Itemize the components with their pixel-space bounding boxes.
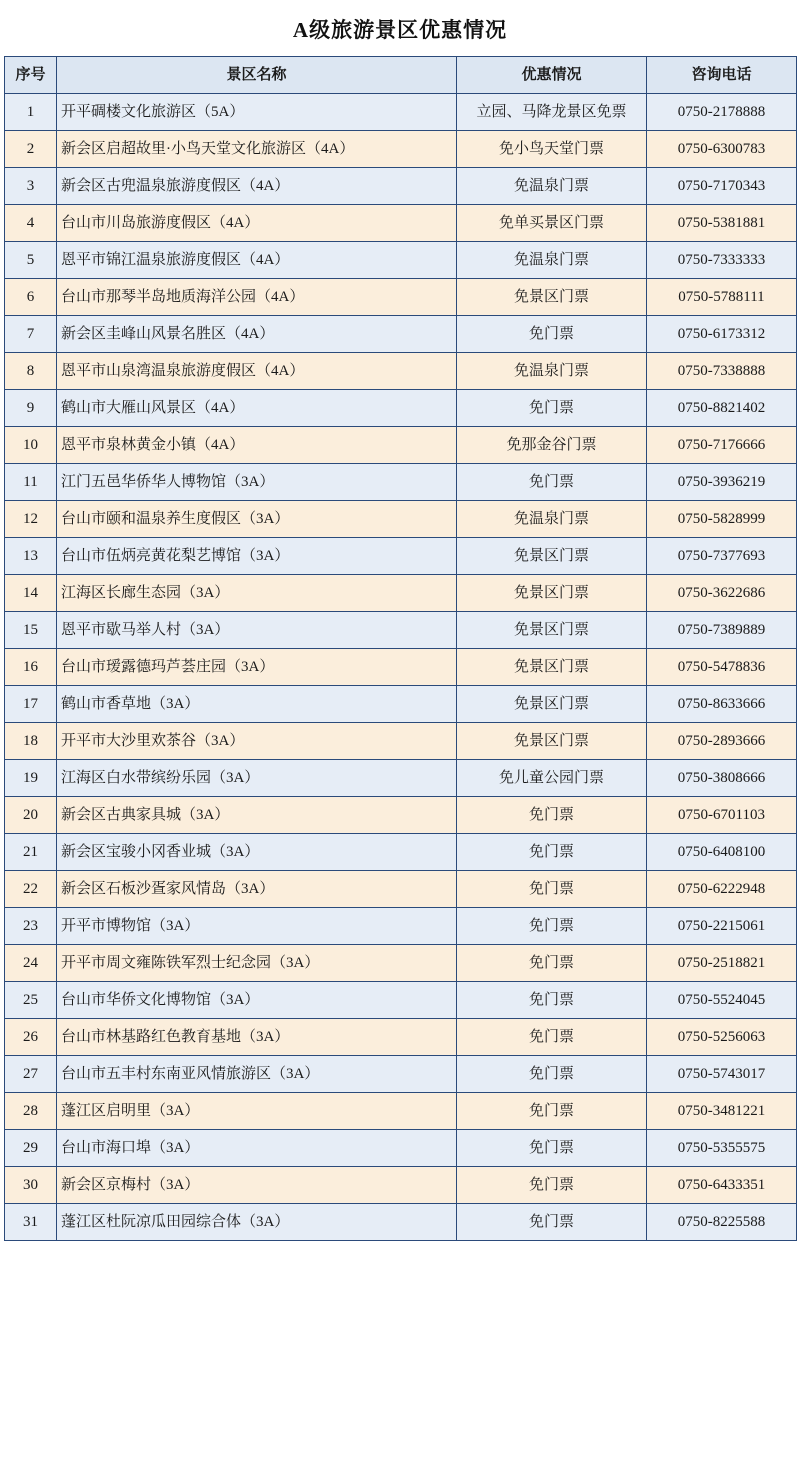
cell-index: 25 [5,982,57,1019]
cell-phone: 0750-5828999 [647,501,797,538]
cell-offer: 免门票 [457,316,647,353]
cell-offer: 免景区门票 [457,612,647,649]
cell-phone: 0750-6173312 [647,316,797,353]
cell-name: 恩平市锦江温泉旅游度假区（4A） [57,242,457,279]
cell-name: 台山市那琴半岛地质海洋公园（4A） [57,279,457,316]
cell-index: 31 [5,1204,57,1241]
cell-name: 恩平市泉林黄金小镇（4A） [57,427,457,464]
cell-phone: 0750-5256063 [647,1019,797,1056]
table-row [5,205,797,242]
cell-name: 新会区启超故里·小鸟天堂文化旅游区（4A） [57,131,457,168]
cell-phone: 0750-6433351 [647,1167,797,1204]
cell-index: 14 [5,575,57,612]
cell-offer: 免门票 [457,464,647,501]
cell-index: 27 [5,1056,57,1093]
table-row [5,1093,797,1130]
cell-offer: 免景区门票 [457,649,647,686]
cell-index: 19 [5,760,57,797]
cell-index: 30 [5,1167,57,1204]
cell-index: 10 [5,427,57,464]
cell-phone: 0750-5788111 [647,279,797,316]
cell-phone: 0750-8225588 [647,1204,797,1241]
cell-phone: 0750-6222948 [647,871,797,908]
cell-index: 26 [5,1019,57,1056]
cell-name: 新会区石板沙疍家风情岛（3A） [57,871,457,908]
cell-offer: 免那金谷门票 [457,427,647,464]
cell-index: 28 [5,1093,57,1130]
cell-name: 新会区宝骏小冈香业城（3A） [57,834,457,871]
table-row [5,279,797,316]
cell-name: 开平碉楼文化旅游区（5A） [57,94,457,131]
cell-index: 16 [5,649,57,686]
cell-name: 台山市林基路红色教育基地（3A） [57,1019,457,1056]
cell-offer: 立园、马降龙景区免票 [457,94,647,131]
cell-name: 蓬江区杜阮凉瓜田园综合体（3A） [57,1204,457,1241]
cell-index: 15 [5,612,57,649]
cell-offer: 免温泉门票 [457,168,647,205]
cell-phone: 0750-7389889 [647,612,797,649]
cell-index: 6 [5,279,57,316]
cell-index: 13 [5,538,57,575]
table-row [5,1167,797,1204]
cell-offer: 免门票 [457,1130,647,1167]
cell-index: 2 [5,131,57,168]
cell-offer: 免温泉门票 [457,501,647,538]
cell-offer: 免景区门票 [457,538,647,575]
cell-index: 1 [5,94,57,131]
table-header [5,57,797,94]
table-row [5,501,797,538]
cell-name: 开平市博物馆（3A） [57,908,457,945]
cell-offer: 免门票 [457,1167,647,1204]
cell-phone: 0750-7170343 [647,168,797,205]
cell-offer: 免门票 [457,1204,647,1241]
cell-name: 开平市周文雍陈铁军烈士纪念园（3A） [57,945,457,982]
cell-name: 恩平市歇马举人村（3A） [57,612,457,649]
cell-phone: 0750-3808666 [647,760,797,797]
table-row [5,242,797,279]
table-row [5,427,797,464]
cell-name: 新会区古兜温泉旅游度假区（4A） [57,168,457,205]
cell-offer: 免门票 [457,797,647,834]
cell-phone: 0750-7176666 [647,427,797,464]
cell-index: 8 [5,353,57,390]
cell-phone: 0750-7377693 [647,538,797,575]
page-title: A级旅游景区优惠情况 [292,18,508,42]
cell-offer: 免景区门票 [457,279,647,316]
table-row [5,1056,797,1093]
cell-phone: 0750-8821402 [647,390,797,427]
cell-name: 鹤山市大雁山风景区（4A） [57,390,457,427]
cell-phone: 0750-6701103 [647,797,797,834]
cell-offer: 免门票 [457,390,647,427]
table-row [5,575,797,612]
cell-name: 新会区圭峰山风景名胜区（4A） [57,316,457,353]
table-header-row [5,57,797,94]
cell-index: 7 [5,316,57,353]
cell-name: 台山市伍炳亮黄花梨艺博馆（3A） [57,538,457,575]
cell-phone: 0750-2518821 [647,945,797,982]
cell-phone: 0750-2893666 [647,723,797,760]
cell-phone: 0750-5524045 [647,982,797,1019]
cell-name: 江海区白水带缤纷乐园（3A） [57,760,457,797]
cell-offer: 免温泉门票 [457,353,647,390]
table-row [5,612,797,649]
table-row [5,94,797,131]
cell-name: 台山市华侨文化博物馆（3A） [57,982,457,1019]
cell-offer: 免景区门票 [457,575,647,612]
cell-phone: 0750-2215061 [647,908,797,945]
cell-index: 18 [5,723,57,760]
cell-offer: 免门票 [457,908,647,945]
cell-name: 江门五邑华侨华人博物馆（3A） [57,464,457,501]
cell-name: 开平市大沙里欢茶谷（3A） [57,723,457,760]
table-body [5,94,797,1241]
table-row [5,168,797,205]
cell-index: 3 [5,168,57,205]
cell-name: 恩平市山泉湾温泉旅游度假区（4A） [57,353,457,390]
cell-offer: 免门票 [457,1019,647,1056]
cell-phone: 0750-5743017 [647,1056,797,1093]
cell-offer: 免门票 [457,1093,647,1130]
table-row [5,982,797,1019]
cell-name: 江海区长廊生态园（3A） [57,575,457,612]
table-row [5,760,797,797]
cell-phone: 0750-2178888 [647,94,797,131]
cell-index: 12 [5,501,57,538]
cell-offer: 免景区门票 [457,723,647,760]
table-row [5,723,797,760]
cell-phone: 0750-5381881 [647,205,797,242]
column-header-name: 景区名称 [57,57,457,94]
cell-offer: 免温泉门票 [457,242,647,279]
cell-offer: 免景区门票 [457,686,647,723]
cell-phone: 0750-6300783 [647,131,797,168]
table-row [5,945,797,982]
cell-index: 24 [5,945,57,982]
cell-phone: 0750-7338888 [647,353,797,390]
cell-index: 11 [5,464,57,501]
cell-name: 台山市五丰村东南亚风情旅游区（3A） [57,1056,457,1093]
cell-phone: 0750-5478836 [647,649,797,686]
table-row [5,464,797,501]
cell-offer: 免门票 [457,982,647,1019]
cell-index: 17 [5,686,57,723]
cell-name: 新会区古典家具城（3A） [57,797,457,834]
column-header-phone: 咨询电话 [647,57,797,94]
cell-index: 21 [5,834,57,871]
cell-name: 鹤山市香草地（3A） [57,686,457,723]
cell-index: 23 [5,908,57,945]
cell-index: 20 [5,797,57,834]
cell-phone: 0750-8633666 [647,686,797,723]
table-row [5,538,797,575]
cell-offer: 免门票 [457,1056,647,1093]
cell-index: 4 [5,205,57,242]
cell-offer: 免门票 [457,834,647,871]
table-row [5,131,797,168]
cell-phone: 0750-3481221 [647,1093,797,1130]
table-row [5,834,797,871]
cell-offer: 免儿童公园门票 [457,760,647,797]
cell-phone: 0750-5355575 [647,1130,797,1167]
table-row [5,1204,797,1241]
table-row [5,686,797,723]
cell-phone: 0750-7333333 [647,242,797,279]
table-row [5,1130,797,1167]
cell-index: 9 [5,390,57,427]
cell-offer: 免门票 [457,945,647,982]
cell-name: 台山市瑷露德玛芦荟庄园（3A） [57,649,457,686]
cell-name: 台山市海口埠（3A） [57,1130,457,1167]
cell-offer: 免小鸟天堂门票 [457,131,647,168]
scenic-area-discount-table [4,56,797,1241]
table-row [5,871,797,908]
column-header-offer: 优惠情况 [457,57,647,94]
cell-offer: 免单买景区门票 [457,205,647,242]
table-row [5,316,797,353]
table-row [5,797,797,834]
cell-index: 29 [5,1130,57,1167]
table-row [5,1019,797,1056]
table-row [5,649,797,686]
cell-name: 台山市川岛旅游度假区（4A） [57,205,457,242]
cell-index: 5 [5,242,57,279]
cell-index: 22 [5,871,57,908]
cell-phone: 0750-3936219 [647,464,797,501]
table-row [5,908,797,945]
cell-name: 台山市颐和温泉养生度假区（3A） [57,501,457,538]
cell-name: 新会区京梅村（3A） [57,1167,457,1204]
table-row [5,390,797,427]
cell-phone: 0750-6408100 [647,834,797,871]
cell-name: 蓬江区启明里（3A） [57,1093,457,1130]
cell-offer: 免门票 [457,871,647,908]
table-row [5,353,797,390]
column-header-index: 序号 [5,57,57,94]
cell-phone: 0750-3622686 [647,575,797,612]
